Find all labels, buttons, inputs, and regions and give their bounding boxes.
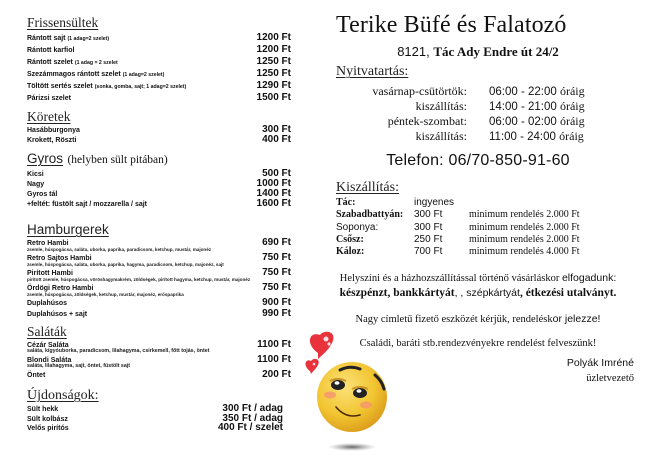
menu-item-description: zsemle, húspogácsa, saláta, uborka, paprika, paradicsom, ketchup, mustár, majonéz bbox=[27, 246, 212, 252]
delivery-row: Káloz: 700 Ft minimum rendelés 4.000 Ft bbox=[336, 246, 580, 258]
delivery-table bbox=[336, 197, 580, 258]
menu-item: Krokett, Röszti 400 Ft bbox=[27, 134, 291, 145]
menu-item: Sült kolbász 350 Ft / adag bbox=[27, 412, 283, 424]
menu-item: Nagy 1000 Ft bbox=[27, 178, 291, 189]
hours-title: Nyitvatartás: bbox=[336, 64, 409, 79]
blushing-emoji-with-hearts-icon bbox=[300, 325, 400, 457]
hours-row: vasárnap-csütörtök: 06:00 - 22:00 óráig bbox=[372, 84, 585, 98]
section-title: Hamburgerek bbox=[27, 222, 109, 237]
hours-row: kiszállítás: 14:00 - 21:00 óráig bbox=[415, 99, 585, 113]
hours-row: kiszállítás: 11:00 - 24:00 óráig bbox=[415, 129, 584, 143]
delivery-row: Soponya: 300 Ft minimum rendelés 2.000 Ft bbox=[336, 221, 580, 233]
phone-number: Telefon: 06/70-850-91-60 bbox=[386, 152, 570, 169]
delivery-row: Csősz: 250 Ft minimum rendelés 2.000 Ft bbox=[336, 233, 580, 245]
opening-hours bbox=[310, 84, 646, 144]
menu-item: Rántott sajt (1 adag=2 szelet) 1200 Ft bbox=[27, 32, 291, 43]
menu-item: Rántott karfiol 1200 Ft bbox=[27, 44, 291, 55]
section-title: Frissensültek bbox=[27, 15, 99, 30]
section-hamburgerek bbox=[27, 222, 291, 319]
menu-item: Blondi Saláta 1100 Ft bbox=[27, 354, 291, 365]
section-title: Gyros bbox=[27, 151, 64, 166]
menu-item: Öntet 200 Ft bbox=[27, 369, 291, 380]
section-title: Köretek bbox=[27, 109, 71, 124]
section-frissensultek bbox=[27, 15, 291, 104]
menu-item: Rántott szelet (1 adag = 2 szelet 1250 Ft bbox=[27, 56, 291, 67]
menu-item: Sült hekk 300 Ft / adag bbox=[27, 403, 283, 414]
section-title: Újdonságok: bbox=[27, 388, 99, 403]
menu-item: Ördögi Retro Hambi 750 Ft bbox=[27, 282, 291, 293]
address: 8121, Tác Ady Endre út 24/2 bbox=[397, 44, 559, 59]
business-title: Terike Büfé és Falatozó bbox=[336, 12, 567, 38]
section-ujdonsagok bbox=[27, 388, 283, 432]
menu-item: Velős pirítós 400 Ft / szelet bbox=[27, 422, 283, 433]
payment-methods: készpénzt, bankkártyát, , szépkártyát, étkezési utalványt. bbox=[339, 287, 617, 299]
signature-name: Polyák Imréné bbox=[566, 357, 634, 369]
section-koretek bbox=[27, 109, 291, 144]
menu-item: Töltött sertés szelet (sonka, gomba, sajt; 1 adag=2 szelet) 1290 Ft bbox=[27, 80, 291, 91]
menu-item: Cézár Saláta 1100 Ft bbox=[27, 339, 291, 350]
menu-item-description: zsemle, húspogácsa, zöldségek, ketchup, mustár, majonéz, erőspaprika bbox=[27, 291, 184, 297]
signature-role: üzletvezető bbox=[586, 373, 634, 384]
hours-row: péntek-szombat: 06:00 - 02:00 óráig bbox=[387, 114, 585, 128]
menu-item: +feltét: füstölt sajt / mozzarella / sajt 1600 Ft bbox=[27, 198, 291, 209]
menu-item: Gyros tál 1400 Ft bbox=[27, 188, 291, 199]
section-salatak bbox=[27, 324, 291, 381]
section-title: Saláták bbox=[27, 324, 67, 339]
events-note: Családi, baráti stb.rendezvényekre rendelést felveszünk! bbox=[359, 338, 597, 349]
menu-item: Retro Hambi 690 Ft bbox=[27, 237, 291, 248]
delivery-title: Kiszállítás: bbox=[336, 180, 399, 195]
payment-info: Helyszíni és a házhozszállítással történő vásárláskor elfogadunk: bbox=[339, 272, 617, 284]
menu-item: Párizsi szelet 1500 Ft bbox=[27, 92, 291, 103]
menu-item: Szezámmagos rántott szelet (1 adag=2 szelet) 1250 Ft bbox=[27, 68, 291, 79]
menu-item: Retro Sajtos Hambi 750 Ft bbox=[27, 252, 291, 263]
menu-item-description: saláta, kígyóuborka, paradicsom, lilahagyma, csirkemell, főtt tojás, öntet bbox=[27, 347, 210, 354]
section-subtitle: (helyben sült pitában) bbox=[67, 154, 168, 166]
section-gyros bbox=[27, 151, 291, 208]
cash-note: Nagy címletű fizető eszközét kérjük, rendeléskor jelezze! bbox=[355, 313, 601, 325]
menu-item: Pirított Hambi 750 Ft bbox=[27, 267, 291, 278]
delivery-row: Szabadbattyán: 300 Ft minimum rendelés 2.000 Ft bbox=[336, 209, 580, 221]
menu-item: Duplahúsos + sajt 990 Ft bbox=[27, 308, 291, 319]
menu-item: Duplahúsos 900 Ft bbox=[27, 297, 291, 308]
menu-item-description: pirított zsemle, húspogácsa, vöröshagymakrém, zöldségek, pirított hagyma, ketchup, mustár, majonéz bbox=[27, 276, 251, 282]
menu-item-description: zsemle, húspogácsa, saláta, uborka, paprika, hagyma, paradicsom, ketchup, majonéz, sajt bbox=[27, 261, 224, 267]
menu-item-description: saláta, lilahagyma, sajt, öntet, füstölt sajt bbox=[27, 362, 131, 369]
menu-item: Hasábburgonya 300 Ft bbox=[27, 124, 291, 135]
delivery-row: Tác: ingyenes bbox=[336, 197, 455, 208]
menu-item: Kicsi 500 Ft bbox=[27, 168, 291, 179]
